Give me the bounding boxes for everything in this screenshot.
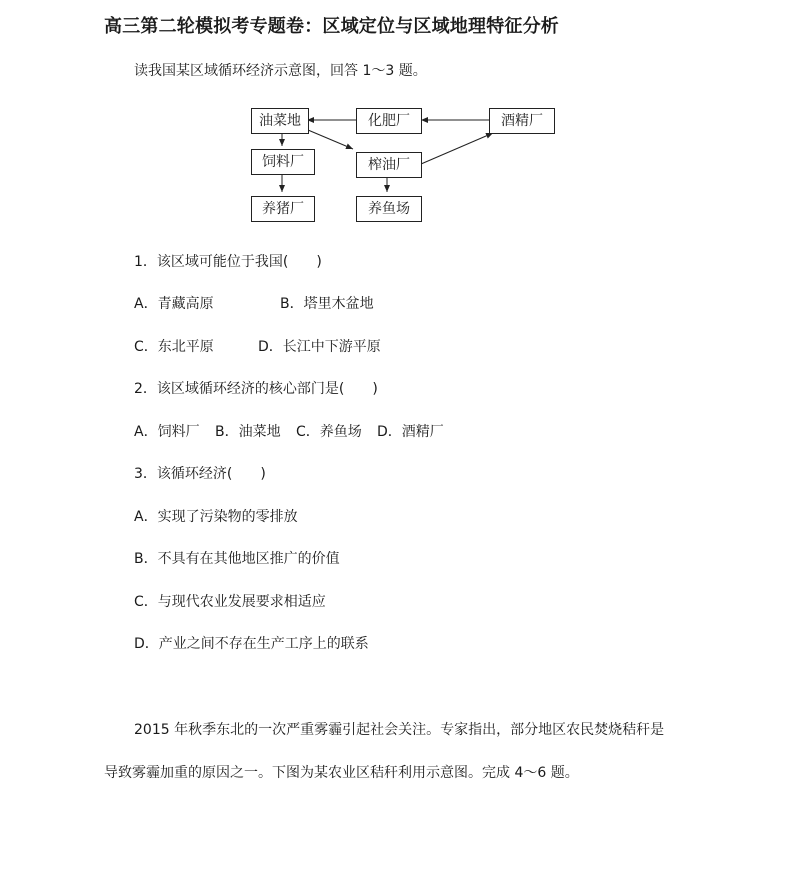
question-2-option-c: C．养鱼场 [296, 424, 362, 440]
question-2-stem: 2．该区域循环经济的核心部门是( ) [134, 381, 378, 397]
question-1-stem: 1．该区域可能位于我国( ) [134, 254, 322, 270]
arrow-rapeseed-to-oilmill [308, 130, 353, 149]
circular-economy-diagram [245, 100, 565, 230]
passage-line-1: 2015 年秋季东北的一次严重雾霾引起社会关注。专家指出，部分地区农民焚烧秸秆是 [134, 722, 665, 738]
passage-line-2: 导致雾霾加重的原因之一。下图为某农业区秸秆利用示意图。完成 4～6 题。 [104, 765, 579, 781]
question-2-options [134, 421, 534, 441]
question-1-options-cd [134, 336, 534, 356]
question-3-option-d: D．产业之间不存在生产工序上的联系 [134, 636, 369, 652]
question-3-option-c: C．与现代农业发展要求相适应 [134, 594, 326, 610]
page-title: 高三第二轮模拟考专题卷：区域定位与区域地理特征分析 [104, 16, 559, 37]
question-1-option-a: A．青藏高原 [134, 296, 214, 312]
node-oil-mill: 榨油厂 [356, 152, 422, 178]
node-rapeseed-field: 油菜地 [251, 108, 309, 134]
question-2-option-b: B．油菜地 [215, 424, 281, 440]
question-2-option-d: D．酒精厂 [377, 424, 444, 440]
question-1-options-ab [134, 293, 534, 313]
arrow-oilmill-to-alcohol [421, 133, 493, 164]
question-1-option-c: C．东北平原 [134, 339, 214, 355]
node-alcohol-plant: 酒精厂 [489, 108, 555, 134]
question-1-option-d: D．长江中下游平原 [258, 339, 381, 355]
node-pig-farm: 养猪厂 [251, 196, 315, 222]
question-3-option-b: B．不具有在其他地区推广的价值 [134, 551, 340, 567]
question-1-option-b: B．塔里木盆地 [280, 296, 374, 312]
question-2-option-a: A．饲料厂 [134, 424, 200, 440]
question-3-stem: 3．该循环经济( ) [134, 466, 266, 482]
node-fertilizer-plant: 化肥厂 [356, 108, 422, 134]
question-3-option-a: A．实现了污染物的零排放 [134, 509, 298, 525]
node-feed-mill: 饲料厂 [251, 149, 315, 175]
node-fish-farm: 养鱼场 [356, 196, 422, 222]
intro-text: 读我国某区域循环经济示意图，回答 1～3 题。 [134, 63, 427, 79]
